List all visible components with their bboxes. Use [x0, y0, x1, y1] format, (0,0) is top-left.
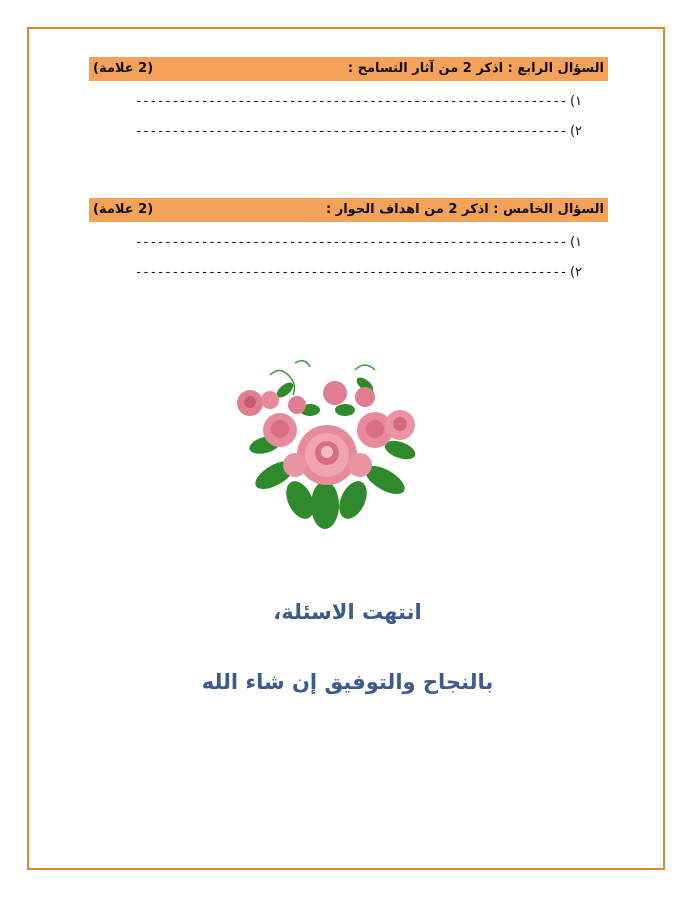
answer-line-5-1[interactable] [134, 235, 585, 250]
question-5-marks: (2 علامة) [93, 202, 154, 217]
rose-bouquet-icon [225, 355, 430, 535]
answer-line-4-2[interactable] [134, 124, 585, 139]
closing-line-2: بالنجاح والتوفيق إن شاء الله [201, 670, 494, 694]
question-5-header [89, 198, 608, 222]
question-4-header [89, 57, 608, 81]
answer-line-4-1[interactable] [134, 94, 585, 109]
answer-dashes: ----------------------------------------------------------- [134, 94, 567, 109]
question-4-text: السؤال الرابع : اذكر 2 من آثار التسامح : [347, 61, 604, 76]
question-5-text: السؤال الخامس : اذكر 2 من اهداف الحوار : [326, 202, 604, 217]
answer-dashes: ----------------------------------------------------------- [134, 265, 567, 280]
answer-number: ١) [569, 94, 583, 109]
question-4-marks: (2 علامة) [93, 61, 154, 76]
answer-number: ٢) [569, 265, 583, 280]
answer-dashes: ----------------------------------------------------------- [134, 124, 567, 139]
closing-line-1: انتهت الاسئلة، [273, 600, 422, 624]
answer-line-5-2[interactable] [134, 265, 585, 280]
answer-number: ٢) [569, 124, 583, 139]
answer-number: ١) [569, 235, 583, 250]
answer-dashes: ----------------------------------------------------------- [134, 235, 567, 250]
